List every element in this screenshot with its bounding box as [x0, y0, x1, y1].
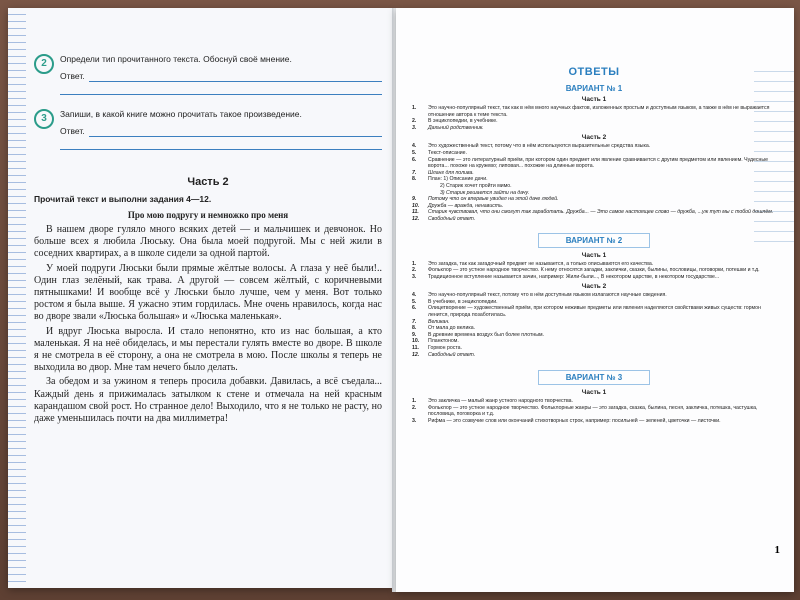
variant-2-part-2 — [412, 292, 776, 358]
answer-item: 2. Фольклор — это устное народное творчество. К нему относятся загадки, заклички, сказки, былины, пословицы, поговорки, потешки и т.д. — [412, 267, 760, 274]
story-paragraph: И вдруг Люська выросла. И стало непонятно, кто из нас большая, а кто маленькая. Я на неё обиделась, и мы перестали гулять вместе во дворе. В школе я не смотрела в её сторону, а она не смотрела в мою. После школы я теперь не выходила во двор. Мне там нечего было делать. — [34, 325, 382, 374]
variant-2-title: ВАРИАНТ № 2 — [538, 233, 650, 248]
instruction: Прочитай текст и выполни задания 4—12. — [34, 194, 212, 204]
page-number: 1 — [774, 544, 780, 556]
answer-label: Ответ. — [60, 126, 85, 136]
answer-item: 2. В энциклопедии, в учебнике. — [412, 118, 498, 125]
task-number-2: 2 — [34, 54, 54, 74]
answer-item: 7. Шланг для полива. — [412, 169, 474, 176]
answer-item: 11. Старик чувствовал, что они смогут так заработать. Дружба... — Это самое настоящее слово — дружба, ...уж тут мы с тобой дошлём. — [412, 209, 774, 216]
variant-1-title: ВАРИАНТ № 1 — [565, 84, 623, 93]
answer-item: 2. Фольклор — это устное народное творчество. Фольклорные жанры — это загадка, сказка, былина, песня, закличка, потешка, частушка, пословица, поговорка и т.д. — [412, 404, 758, 418]
answer-item: 9. В древние времена воздух был более плотным. — [412, 331, 544, 338]
answer-item: 1. Это загадка, так как загадочный предмет не называется, а только описываются его качества. — [412, 260, 654, 267]
answer-item: 7. Великан. — [412, 318, 450, 325]
answer-item: 8. От мала до велика. — [412, 325, 476, 332]
answer-item: 8. План: 1) Описание дачи. — [412, 176, 488, 183]
variant-2-part-2-title: Часть 2 — [581, 283, 607, 291]
task-2-answer — [60, 71, 382, 82]
plan-item: 3) Старик решается зайти на дачу. — [440, 189, 530, 196]
story-paragraph: За обедом и за ужином я теперь просила добавки. Давилась, а всё съедала... Каждый день я прижималась затылком к стене и отмечала на ней красным карандашом свой рост. Но странное дело! Выходило, что я не только не расту, но даже уменьшилась почти на два миллиметра! — [34, 376, 382, 425]
task-2-text: Определи тип прочитанного текста. Обоснуй своё мнение. — [60, 54, 292, 64]
right-page — [396, 8, 794, 592]
answer-item: 10. Дружба — вражда, ненависть. — [412, 202, 504, 209]
task-2 — [34, 54, 382, 95]
task-3-answer — [60, 126, 382, 137]
plan-item: 2) Старик хочет пройти мимо. — [440, 182, 512, 189]
variant-3-title: ВАРИАНТ № 3 — [538, 370, 650, 385]
answer-item: 3. Дальний родственник. — [412, 124, 484, 131]
answer-item: 4. Это научно-популярный текст, потому что в нём доступным языком излагаются научные сведения. — [412, 292, 667, 299]
story-paragraph: У моей подруги Люськи были прямые жёлтые волосы. А глаза у неё были!.. Один глаз зелёный, как трава. А другой — совсем жёлтый, с коричневыми пятнышками! И вообще всё у Люськи было лучше, чем у меня. Вот только ростом я была выше. Я ужасно этим гордилась. Мне очень нравилось, когда нас во дворе звали «Люська большая» и «Люська маленькая». — [34, 262, 382, 323]
task-3 — [34, 109, 382, 150]
variant-2-part-1-title: Часть 1 — [581, 251, 607, 259]
answer-item: 6. Олицетворение — художественный приём, при котором неживые предметы или явления наделяются свойствами живых существ: гормон ленится, природа позаботилась. — [412, 305, 761, 319]
answer-line — [89, 128, 382, 137]
task-3-text: Запиши, в какой книге можно прочитать такое произведение. — [60, 109, 302, 119]
part-2-title: Часть 2 — [187, 176, 229, 188]
story-text — [34, 224, 382, 425]
variant-1-part-1 — [412, 105, 776, 131]
answers-title: ОТВЕТЫ — [568, 66, 620, 78]
variant-1-part-2 — [412, 143, 776, 222]
answer-item: 9. Потому что он впервые увидел на этой даче людей. — [412, 196, 559, 203]
story-paragraph: В нашем дворе гуляло много всяких детей — и мальчишек и девчонок. Но больше всех я любила Люську. Она была моей подругой. Мы с ней жили в соседних квартирах, а в школе сидели за одной партой. — [34, 224, 382, 260]
answers-content — [412, 8, 776, 425]
variant-3-part-1-title: Часть 1 — [581, 389, 607, 397]
left-page-content — [34, 8, 382, 427]
answer-label: Ответ. — [60, 71, 85, 81]
answer-item: 5. В учебнике, в энциклопедии. — [412, 298, 498, 305]
answer-item: 1. Это научно-популярный текст, так как в нём много научных фактов, изложенных простым и доступным языком, а также в нём не выражается отношение автора к теме текста. — [412, 105, 770, 118]
variant-3-part-1 — [412, 398, 776, 424]
answer-item: 1. Это закличка — малый жанр устного народного творчества. — [412, 398, 573, 405]
answer-item: 10. Планктоном. — [412, 338, 459, 345]
margin-ruling — [8, 8, 26, 588]
answer-item: 3. Традиционное вступление называется зачин, например: Жили-были..., В некотором царстве, в некотором государстве... — [412, 273, 720, 280]
variant-1-part-1-title: Часть 1 — [581, 96, 607, 103]
task-number-3: 3 — [34, 109, 54, 129]
answer-item: 3. Рифма — это созвучие слов или окончаний стихотворных строк, например: посильней — зеленей, цветочки — листочки. — [412, 418, 721, 424]
left-page — [8, 8, 394, 588]
story-title: Про мою подругу и немножко про меня — [127, 210, 289, 220]
answer-item: 5. Текст-описание. — [412, 149, 467, 156]
answer-item: 12. Свободный ответ. — [412, 215, 476, 222]
answer-line-extra — [60, 137, 382, 150]
answer-item: 6. Сравнение — это литературный приём, при котором один предмет или явление сравнивается с другим предметом или явлением. Чудесные ворота... похоже на кружево; липовая... похожие на длинные ворота. — [412, 156, 769, 170]
answer-item: 11. Гормон роста. — [412, 345, 462, 352]
answer-item: 4. Это художественный текст, потому что в нём используются выразительные средства языка. — [412, 143, 651, 150]
variant-2-part-1 — [412, 261, 776, 281]
answer-item: 12. Свободный ответ. — [412, 351, 476, 358]
answer-line-extra — [60, 82, 382, 95]
variant-1-part-2-title: Часть 2 — [581, 134, 607, 142]
answer-line — [89, 73, 382, 82]
